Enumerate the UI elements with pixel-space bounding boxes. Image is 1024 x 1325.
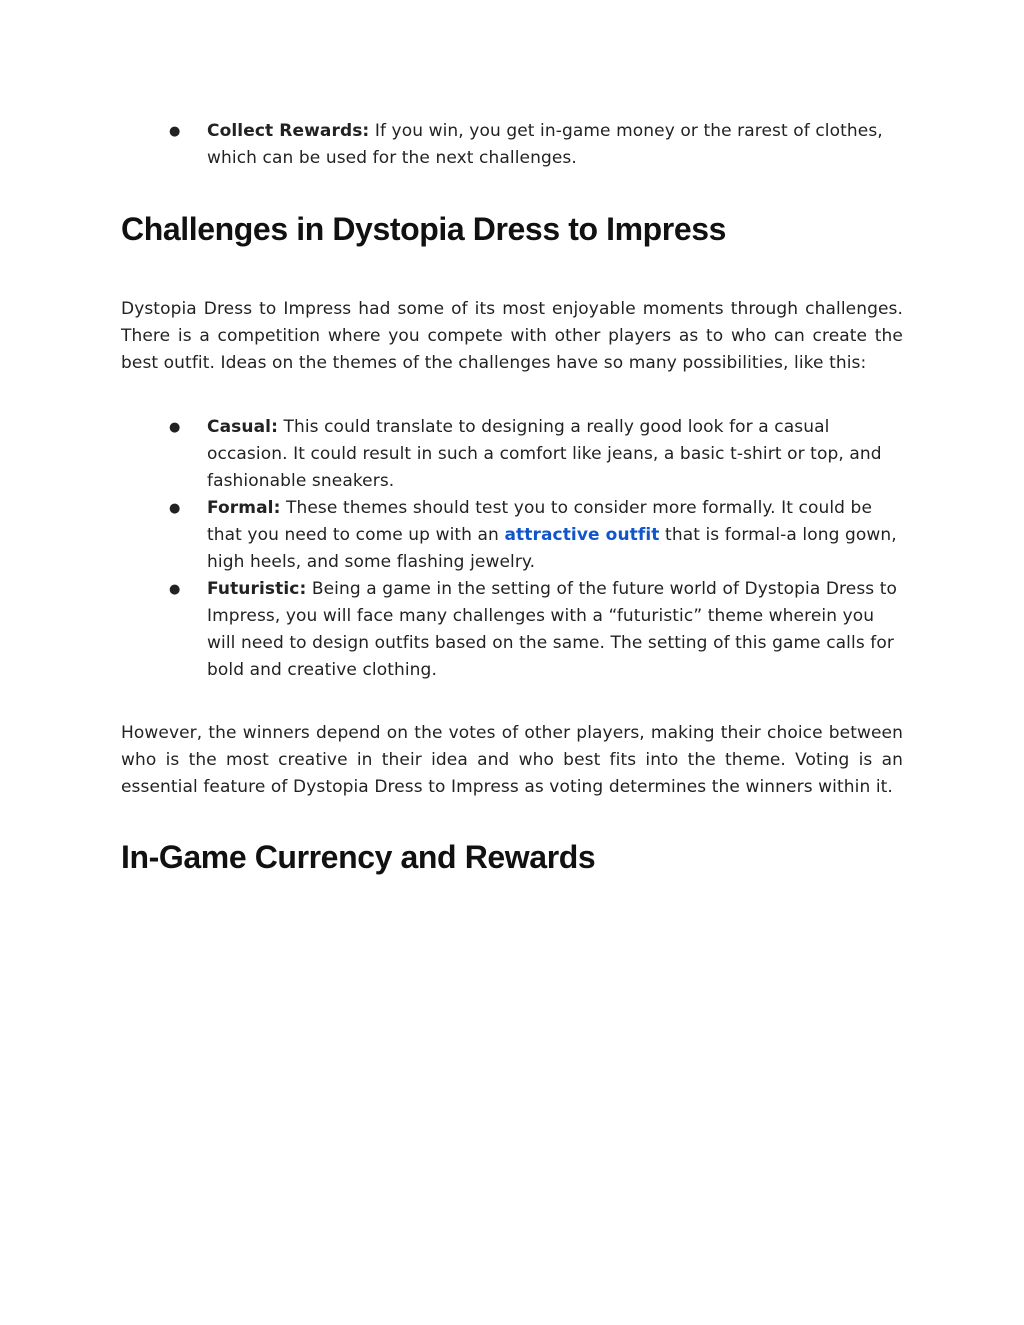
- list-item-text: This could translate to designing a really good look for a casual occasion. It could result in such a comfort like jeans, a basic t-shirt or top, and fashionable sneakers.: [207, 417, 882, 491]
- list-item-text: that is formal-a long gown, high heels, and some flashing jewelry.: [207, 525, 897, 572]
- list-item-collect-rewards: [169, 118, 903, 172]
- list-item-term: Futuristic:: [207, 579, 307, 599]
- list-item-term: Formal:: [207, 498, 281, 518]
- bullet-icon: ●: [169, 420, 181, 435]
- list-item-formal: [169, 495, 903, 576]
- challenges-intro-paragraph: Dystopia Dress to Impress had some of its most enjoyable moments through challenges. There is a competition where you compete with other players as to who can create the best outfit. Ideas on the themes of the challenges have so many possibilities, like this:: [121, 299, 903, 373]
- attractive-outfit-link[interactable]: attractive outfit: [504, 525, 660, 545]
- list-item-text: Being a game in the setting of the future world of Dystopia Dress to Impress, you will face many challenges with a “futuristic” theme wherein you will need to design outfits based on the same. The setting of this game calls for bold and creative clothing.: [207, 579, 898, 680]
- list-item-term: Collect Rewards:: [207, 121, 370, 141]
- rewards-list: [121, 118, 903, 172]
- bullet-icon: ●: [169, 501, 181, 516]
- voting-paragraph: However, the winners depend on the votes of other players, making their choice between who is the most creative in their idea and who best fits into the theme. Voting is an essential feature of Dystopia Dress to Impress as voting determines the winners within it.: [121, 723, 903, 797]
- list-item-futuristic: [169, 576, 903, 684]
- bullet-icon: ●: [169, 124, 181, 139]
- list-item-text: If you win, you get in-game money or the rarest of clothes, which can be used for the next challenges.: [207, 121, 883, 168]
- list-item-text: These themes should test you to consider more formally. It could be that you need to come up with an: [207, 498, 873, 545]
- bullet-icon: ●: [169, 582, 181, 597]
- list-item-term: Casual:: [207, 417, 278, 437]
- section-heading-challenges: Challenges in Dystopia Dress to Impress: [121, 211, 727, 247]
- themes-list: [121, 414, 903, 684]
- section-heading-currency: In-Game Currency and Rewards: [121, 839, 596, 875]
- list-item-casual: [169, 414, 903, 495]
- document-content: [121, 118, 903, 877]
